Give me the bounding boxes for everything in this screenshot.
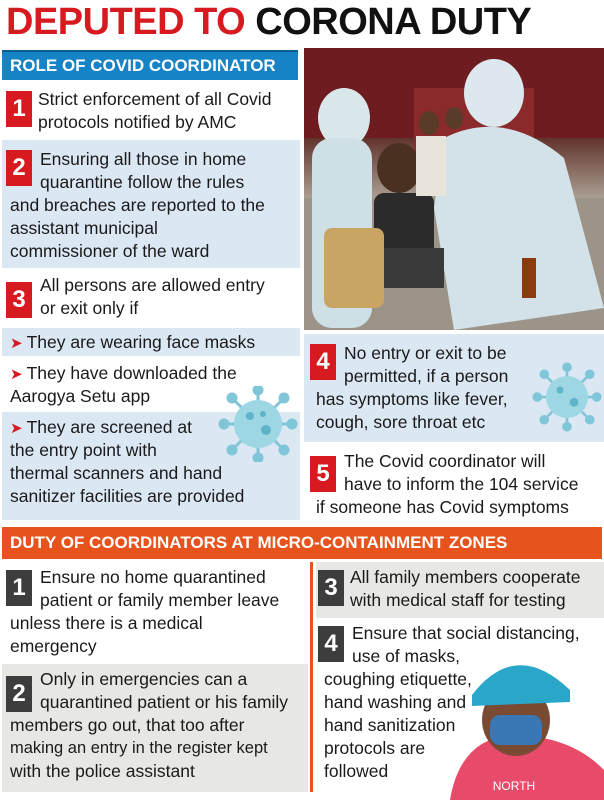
- role-item-5-line1: The Covid coordinator will: [344, 451, 546, 471]
- role-item-2-line1: Ensuring all those in home: [40, 149, 247, 169]
- duty-item-1-line4: emergency: [10, 636, 97, 656]
- duty-item-4-line2: use of masks,: [352, 646, 460, 666]
- role-item-2-line2: quarantine follow the rules: [40, 172, 245, 192]
- duty-item-4: [316, 620, 604, 792]
- condition-bullet-3-line1: They are screened at: [26, 417, 192, 437]
- duty-item-4-line3: coughing etiquette,: [324, 669, 472, 689]
- role-item-5-line2: have to inform the 104 service: [344, 474, 579, 494]
- condition-bullet-3-line2: the entry point with: [10, 440, 157, 460]
- duty-item-3-line1: All family members cooperate: [350, 567, 581, 587]
- coronavirus-icon: [532, 362, 602, 437]
- section-header-role: ROLE OF COVID COORDINATOR: [2, 50, 298, 80]
- number-badge: 2: [6, 150, 32, 186]
- duty-item-4-line5: hand sanitization: [324, 715, 456, 735]
- role-item-5-line3: if someone has Covid symptoms: [316, 497, 569, 517]
- role-item-4-line3: has symptoms like fever,: [316, 389, 508, 409]
- number-badge: 4: [318, 626, 344, 662]
- role-item-1: [2, 82, 300, 138]
- number-badge: 1: [6, 570, 32, 606]
- arrow-bullet-icon: ➤: [10, 420, 23, 437]
- number-badge: 3: [318, 570, 344, 606]
- role-item-2-line4: assistant municipal: [10, 218, 158, 238]
- duty-item-3-line2: with medical staff for testing: [350, 590, 566, 610]
- duty-item-4-line7: followed: [324, 761, 389, 781]
- duty-item-1: [2, 562, 308, 662]
- duty-item-2-line2: quarantined patient or his family: [40, 692, 289, 712]
- duty-item-4-line4: hand washing and: [324, 692, 467, 712]
- coronavirus-icon: [218, 386, 298, 467]
- role-item-3-line2: or exit only if: [40, 298, 139, 318]
- duty-item-2: [2, 664, 308, 792]
- duty-item-2-line1: Only in emergencies can a: [40, 669, 248, 689]
- duty-item-2-line5: with the police assistant: [10, 761, 195, 781]
- role-item-4-line1: No entry or exit to be: [344, 343, 507, 363]
- role-item-2-line5: commissioner of the ward: [10, 241, 210, 261]
- arrow-bullet-icon: ➤: [10, 366, 23, 383]
- condition-bullet-2-line1: They have downloaded the: [26, 363, 237, 383]
- section-header-duty: DUTY OF COORDINATORS AT MICRO-CONTAINMENT ZONES: [2, 527, 602, 559]
- role-item-3-line1: All persons are allowed entry: [40, 275, 265, 295]
- arrow-bullet-icon: ➤: [10, 335, 23, 352]
- number-badge: 1: [6, 91, 32, 127]
- condition-bullet-2-line2: Aarogya Setu app: [10, 386, 151, 406]
- condition-bullet-3-line3: thermal scanners and hand: [10, 463, 223, 483]
- role-item-2-line3: and breaches are reported to the: [10, 195, 265, 215]
- condition-bullet-3-line4: sanitizer facilities are provided: [10, 486, 245, 506]
- duty-item-1-line1: Ensure no home quarantined: [40, 567, 266, 587]
- role-item-1-text: Strict enforcement of all Covid protocols notified by AMC: [38, 89, 272, 132]
- role-item-2: [2, 140, 300, 268]
- duty-item-2-line4: making an entry in the register kept: [10, 739, 268, 757]
- headline: [6, 2, 604, 42]
- duty-item-3: [316, 562, 604, 618]
- condition-bullet-1: [2, 328, 300, 356]
- headline-part2: CORONA DUTY: [255, 1, 532, 43]
- headline-part1: DEPUTED TO: [6, 1, 246, 43]
- duty-item-2-line3: members go out, that too after: [10, 715, 245, 735]
- condition-bullet-1-text: They are wearing face masks: [26, 332, 256, 352]
- number-badge: 2: [6, 676, 32, 712]
- ppe-health-worker-photo: [304, 48, 604, 330]
- role-item-4-line2: permitted, if a person: [344, 366, 509, 386]
- role-item-4: [304, 334, 604, 442]
- role-item-4-line4: cough, sore throat etc: [316, 412, 486, 432]
- svg-text:NORTH: NORTH: [492, 779, 536, 793]
- role-item-3: [2, 270, 300, 326]
- duty-item-4-line6: protocols are: [324, 738, 426, 758]
- duty-item-4-line1: Ensure that social distancing,: [352, 623, 580, 643]
- number-badge: 5: [310, 456, 336, 492]
- number-badge: 3: [6, 282, 32, 318]
- column-divider: [310, 562, 313, 792]
- role-item-5: [304, 446, 604, 522]
- number-badge: 4: [310, 344, 336, 380]
- duty-item-1-line3: unless there is a medical: [10, 613, 203, 633]
- duty-item-1-line2: patient or family member leave: [40, 590, 280, 610]
